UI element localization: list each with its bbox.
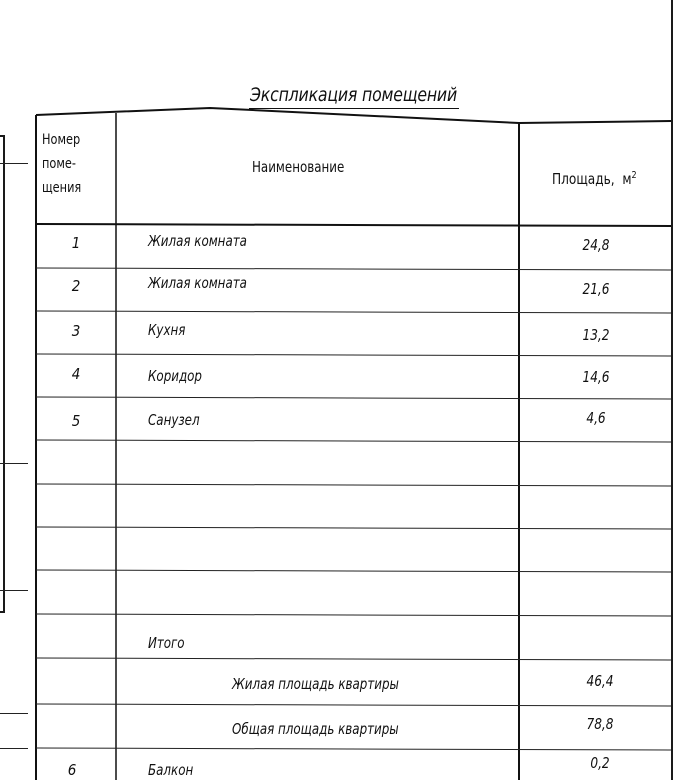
living-area-label: Жилая площадь квартиры — [232, 675, 399, 693]
row-number: 3 — [71, 322, 81, 340]
totals-label: Итого — [148, 634, 185, 652]
row-area: 21,6 — [582, 280, 610, 298]
row-number: 5 — [71, 412, 81, 430]
column-header-number: Номер поме- щения — [42, 132, 82, 196]
living-area-value: 46,4 — [586, 672, 614, 690]
column-header-name: Наименование — [252, 158, 345, 176]
row-number: 1 — [71, 234, 81, 252]
column-header-area: Площадь, $м^2$ — [552, 170, 637, 188]
row-number: 2 — [71, 277, 81, 295]
row-area: 14,6 — [582, 368, 610, 386]
row-name: Жилая комната — [148, 232, 247, 250]
row-name: Кухня — [148, 321, 186, 339]
row-area: 13,2 — [582, 326, 610, 344]
row-area: 24,8 — [582, 236, 610, 254]
row-area: 0,2 — [590, 754, 610, 772]
row-name: Балкон — [148, 761, 194, 779]
row-name: Жилая комната — [148, 274, 247, 292]
row-number: 6 — [67, 761, 77, 779]
row-name: Коридор — [148, 367, 202, 385]
table-title: Экспликация помещений — [250, 84, 457, 106]
row-area: 4,6 — [586, 409, 606, 427]
row-name: Санузел — [148, 411, 200, 429]
total-area-label: Общая площадь квартиры — [232, 720, 399, 738]
total-area-value: 78,8 — [586, 715, 614, 733]
row-number: 4 — [71, 365, 81, 383]
